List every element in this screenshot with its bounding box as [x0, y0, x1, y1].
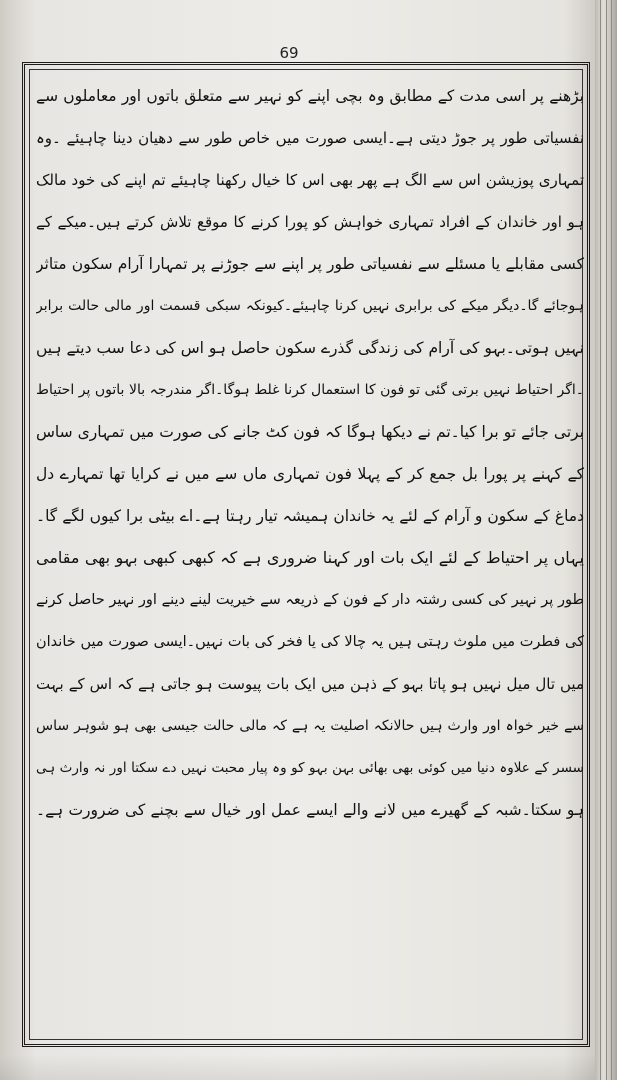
text-line: میں تال میل نہیں ہو پاتا بہو کے ذہن میں ایک بات پیوست ہو جاتی ہے کہ اس کے بہت [36, 675, 584, 693]
body-text [36, 75, 584, 831]
text-line: سے خیر خواہ اور وارث ہیں حالانکہ اصلیت یہ ہے کہ مالی حالت جیسی بھی ہو شوہر ساس [36, 718, 584, 734]
page-number: 69 [279, 44, 299, 62]
text-line: نفسیاتی طور پر جوڑ دیتی ہے۔ایسی صورت میں خاص طور سے دھیان دینا چاہیئے ۔وہ [36, 129, 584, 147]
text-line: یہاں پر احتیاط کے لئے ایک بات اور کہنا ضروری ہے کہ کبھی کبھی بہو بھی مقامی [36, 548, 584, 567]
text-line: طور پر نہیر کی کسی رشتہ دار کے فون کے ذریعہ سے خیریت لینے دینے اور نہیر حاصل کرنے [36, 592, 584, 608]
page-edge-line [611, 0, 612, 1080]
text-line: برتی جائے تو برا کیا۔تم نے دیکھا ہوگا کہ فون کٹ جانے کی صورت میں تمہاری ساس [36, 423, 584, 441]
page-edge-line [600, 0, 601, 1080]
text-line: سسر کے علاوہ دنیا میں کوئی بھی بھائی بہن بہو کو وہ پیار محبت نہیں دے سکتا اور نہ وارث ہی [36, 760, 584, 776]
text-line: بڑھنے پر اسی مدت کے مطابق وہ بچی اپنے کو نہیر سے متعلق باتوں اور معاملوں سے [36, 87, 584, 105]
text-line: کی فطرت میں ملوث رہتی ہیں یہ چالا کی یا فخر کی بات نہیں۔ایسی صورت میں خاندان [36, 634, 584, 650]
text-line: کے کہنے پر پورا بل جمع کر کے پہلا فون تمہاری ماں سے میں نے کرایا تھا تمہارے دل [36, 465, 584, 483]
text-line: نہیں ہوتی۔بہو کی آرام کی زندگی گذرے سکون حاصل ہو اس کی دعا سب دیتے ہیں [36, 339, 584, 357]
text-line: دماغ کے سکون و آرام کے لئے یہ خاندان ہمیشہ تیار رہتا ہے۔اے بیٹی برا کیوں لگے گا۔ [36, 507, 584, 525]
page-shadow [0, 1054, 600, 1080]
text-line: ہوجائے گا۔دیگر میکے کی برابری نہیں کرنا چاہیئے۔کیونکہ سبکی قسمت اور مالی حالت برابر [36, 298, 584, 314]
text-line: کسی مقابلے یا مسئلے سے نفسیاتی طور پر اپنے سے جوڑنے پر تمہارا آرام سکون متاثر [36, 255, 584, 273]
book-edge [595, 0, 617, 1080]
text-line: ۔اگر احتیاط نہیں برتی گئی تو فون کا استعمال کرنا غلط ہوگا۔اگر مندرجہ بالا باتوں پر احتیاط [36, 382, 584, 398]
page-edge-line [606, 0, 607, 1080]
text-line: تمہاری پوزیشن اس سے الگ ہے پھر بھی اس کا خیال رکھنا چاہیئے تم اپنے کی خود مالک [36, 171, 584, 189]
text-line: ہو اور خاندان کے افراد تمہاری خواہش کو پورا کرنے کا موقع تلاش کرتے ہیں۔میکے کے [36, 213, 584, 231]
text-line: ہو سکتا۔شبہ کے گھیرے میں لانے والے ایسے عمل اور خیال سے بچنے کی ضرورت ہے۔ [36, 801, 584, 819]
